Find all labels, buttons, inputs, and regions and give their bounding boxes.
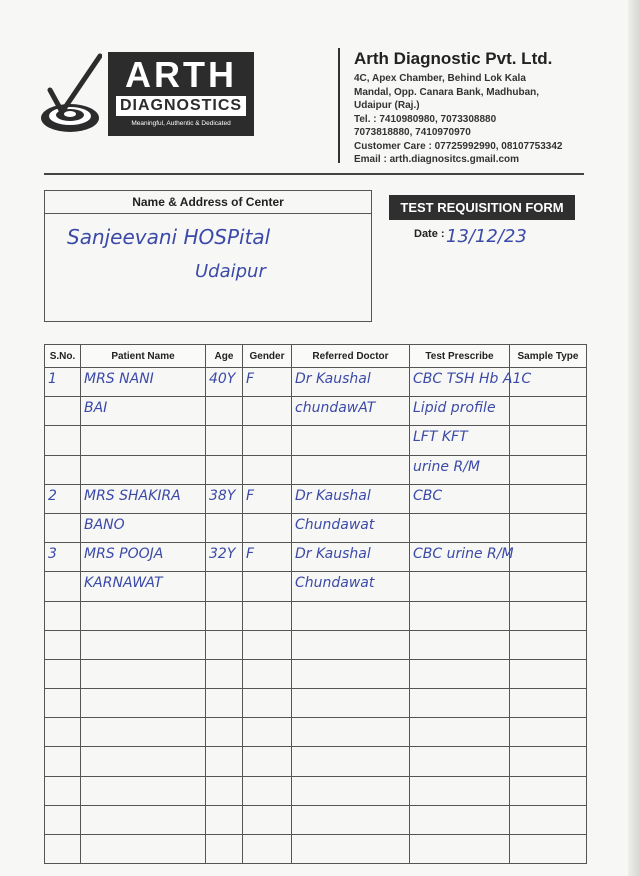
header-rule	[44, 173, 584, 175]
handwritten-entry: LFT KFT	[413, 429, 468, 446]
cell-gender	[243, 835, 292, 864]
logo-tagline: Meaningful, Authentic & Dedicated	[131, 120, 231, 127]
cell-patient-name	[81, 484, 206, 513]
cell-sno	[45, 513, 81, 542]
cell-patient-name	[81, 368, 206, 397]
cell-sample-type	[510, 689, 587, 718]
table-row	[45, 601, 587, 630]
cell-age	[206, 368, 243, 397]
handwritten-entry: BAI	[84, 400, 108, 417]
cell-gender	[243, 484, 292, 513]
cell-gender	[243, 718, 292, 747]
cell-gender	[243, 397, 292, 426]
cell-sno	[45, 572, 81, 601]
cell-sample-type	[510, 455, 587, 484]
cell-age	[206, 543, 243, 572]
cell-age	[206, 776, 243, 805]
table-row	[45, 397, 587, 426]
cell-referred-doctor	[292, 776, 410, 805]
cell-test-prescribe	[410, 368, 532, 397]
cell-age	[206, 805, 243, 834]
page-edge-shadow	[628, 0, 640, 876]
cell-sample-type	[510, 426, 587, 455]
target-check-icon	[40, 52, 102, 136]
arth-logo	[108, 52, 254, 136]
cell-sample-type	[510, 601, 587, 630]
cell-gender	[243, 368, 292, 397]
cell-patient-name	[81, 776, 206, 805]
handwritten-entry: 32Y	[209, 546, 236, 563]
cell-patient-name	[81, 543, 206, 572]
handwritten-entry: CBC urine R/M	[413, 546, 514, 563]
logo-word-arth: ARTH	[125, 54, 237, 95]
cell-sno	[45, 368, 81, 397]
cell-referred-doctor	[292, 572, 410, 601]
cell-referred-doctor	[292, 426, 410, 455]
cell-test-prescribe	[410, 543, 514, 572]
handwritten-entry: 38Y	[209, 487, 236, 504]
cell-sample-type	[510, 659, 587, 688]
center-box-header: Name & Address of Center	[45, 191, 371, 214]
cell-sno	[45, 835, 81, 864]
address-line: Udaipur (Raj.)	[354, 100, 420, 111]
handwritten-entry: MRS NANI	[84, 371, 154, 387]
cell-test-prescribe	[410, 776, 510, 805]
company-name: Arth Diagnostic Pvt. Ltd.	[354, 49, 553, 68]
cell-gender	[243, 776, 292, 805]
cell-sample-type	[510, 776, 587, 805]
cell-referred-doctor	[292, 659, 410, 688]
cell-sample-type	[510, 805, 587, 834]
cell-sno	[45, 805, 81, 834]
col-header-gender: Gender	[243, 345, 292, 368]
cell-referred-doctor	[292, 630, 410, 659]
cell-gender	[243, 805, 292, 834]
cell-test-prescribe	[410, 747, 510, 776]
handwritten-entry: F	[246, 546, 255, 563]
center-city-handwritten: Udaipur	[195, 261, 266, 282]
col-header-referred-doctor: Referred Doctor	[292, 345, 410, 368]
cell-patient-name	[81, 426, 206, 455]
cell-age	[206, 747, 243, 776]
cell-patient-name	[81, 572, 206, 601]
cell-sample-type	[510, 368, 587, 397]
cell-gender	[243, 572, 292, 601]
cell-patient-name	[81, 630, 206, 659]
cell-test-prescribe	[410, 835, 510, 864]
cell-referred-doctor	[292, 368, 410, 397]
table-row	[45, 630, 587, 659]
cell-gender	[243, 426, 292, 455]
handwritten-entry: F	[246, 487, 255, 504]
address-line: 4C, Apex Chamber, Behind Lok Kala	[354, 73, 526, 84]
cell-referred-doctor	[292, 689, 410, 718]
cell-sample-type	[510, 718, 587, 747]
cell-patient-name	[81, 835, 206, 864]
cell-age	[206, 718, 243, 747]
cell-gender	[243, 601, 292, 630]
cell-sno	[45, 776, 81, 805]
cell-test-prescribe	[410, 601, 510, 630]
customer-care-line: Customer Care : 07725992990, 08107753342	[354, 140, 563, 152]
table-row	[45, 572, 587, 601]
cell-sno	[45, 455, 81, 484]
cell-test-prescribe	[410, 718, 510, 747]
cell-test-prescribe	[410, 455, 510, 484]
handwritten-entry: 40Y	[209, 371, 236, 387]
cell-age	[206, 601, 243, 630]
cell-test-prescribe	[410, 659, 510, 688]
cell-sno	[45, 397, 81, 426]
header-divider	[338, 48, 340, 163]
handwritten-entry: chundawAT	[295, 400, 376, 417]
cell-gender	[243, 689, 292, 718]
cell-sno	[45, 484, 81, 513]
company-info	[354, 48, 614, 167]
cell-gender	[243, 630, 292, 659]
cell-age	[206, 455, 243, 484]
cell-patient-name	[81, 397, 206, 426]
handwritten-entry: 3	[48, 546, 57, 563]
col-header-patient-name: Patient Name	[81, 345, 206, 368]
cell-test-prescribe	[410, 689, 510, 718]
cell-test-prescribe	[410, 572, 510, 601]
patient-table	[44, 344, 587, 864]
email-line: Email : arth.diagnositcs.gmail.com	[354, 154, 520, 165]
cell-gender	[243, 659, 292, 688]
table-row	[45, 426, 587, 455]
table-row	[45, 776, 587, 805]
handwritten-entry: urine R/M	[413, 458, 480, 475]
cell-patient-name	[81, 455, 206, 484]
cell-sample-type	[510, 484, 587, 513]
cell-sample-type	[510, 835, 587, 864]
handwritten-entry: CBC TSH Hb A1C	[413, 371, 532, 387]
col-header-test-prescribe: Test Prescribe	[410, 345, 510, 368]
col-header-sample-type: Sample Type	[510, 345, 587, 368]
cell-test-prescribe	[410, 513, 510, 542]
handwritten-entry: CBC	[413, 487, 443, 504]
cell-sno	[45, 630, 81, 659]
cell-test-prescribe	[410, 484, 510, 513]
handwritten-entry: Chundawat	[295, 516, 375, 533]
handwritten-entry: F	[246, 371, 255, 387]
table-row	[45, 689, 587, 718]
cell-patient-name	[81, 601, 206, 630]
phone-line: 7073818880, 7410970970	[354, 127, 471, 138]
cell-gender	[243, 543, 292, 572]
cell-referred-doctor	[292, 718, 410, 747]
table-row	[45, 543, 587, 572]
cell-sample-type	[510, 747, 587, 776]
cell-patient-name	[81, 805, 206, 834]
cell-patient-name	[81, 513, 206, 542]
date-label: Date :	[414, 228, 445, 240]
cell-age	[206, 659, 243, 688]
cell-referred-doctor	[292, 513, 410, 542]
cell-sample-type	[510, 397, 587, 426]
cell-sample-type	[510, 543, 587, 572]
handwritten-entry: Dr Kaushal	[295, 371, 371, 387]
cell-age	[206, 484, 243, 513]
cell-patient-name	[81, 689, 206, 718]
cell-test-prescribe	[410, 397, 510, 426]
table-row	[45, 805, 587, 834]
table-header-row	[45, 345, 587, 368]
address-line: Mandal, Opp. Canara Bank, Madhuban,	[354, 86, 540, 98]
cell-patient-name	[81, 747, 206, 776]
handwritten-entry: Dr Kaushal	[295, 546, 371, 563]
cell-referred-doctor	[292, 455, 410, 484]
cell-sno	[45, 601, 81, 630]
cell-sno	[45, 747, 81, 776]
center-address-box	[44, 190, 372, 322]
handwritten-entry: MRS POOJA	[84, 546, 164, 563]
cell-sno	[45, 426, 81, 455]
cell-sno	[45, 689, 81, 718]
cell-referred-doctor	[292, 543, 410, 572]
cell-referred-doctor	[292, 397, 410, 426]
cell-patient-name	[81, 718, 206, 747]
cell-test-prescribe	[410, 426, 510, 455]
cell-age	[206, 397, 243, 426]
table-row	[45, 368, 587, 397]
handwritten-entry: 1	[48, 371, 57, 387]
cell-age	[206, 426, 243, 455]
table-row	[45, 513, 587, 542]
cell-age	[206, 513, 243, 542]
handwritten-entry: Lipid profile	[413, 400, 496, 417]
cell-referred-doctor	[292, 805, 410, 834]
col-header-age: Age	[206, 345, 243, 368]
table-row	[45, 835, 587, 864]
handwritten-entry: Chundawat	[295, 575, 375, 592]
logo-word-diagnostics: DIAGNOSTICS	[116, 96, 246, 116]
table-row	[45, 659, 587, 688]
cell-referred-doctor	[292, 835, 410, 864]
cell-sample-type	[510, 572, 587, 601]
handwritten-entry: KARNAWAT	[84, 575, 163, 592]
cell-sample-type	[510, 513, 587, 542]
phone-line: Tel. : 7410980980, 7073308880	[354, 113, 497, 125]
cell-gender	[243, 747, 292, 776]
date-value-handwritten: 13/12/23	[446, 226, 527, 247]
form-title: TEST REQUISITION FORM	[389, 195, 575, 220]
cell-gender	[243, 455, 292, 484]
table-body	[45, 368, 587, 864]
cell-sno	[45, 543, 81, 572]
handwritten-entry: MRS SHAKIRA	[84, 487, 181, 504]
cell-referred-doctor	[292, 601, 410, 630]
cell-referred-doctor	[292, 747, 410, 776]
cell-sample-type	[510, 630, 587, 659]
cell-age	[206, 630, 243, 659]
handwritten-entry: 2	[48, 487, 57, 504]
table-row	[45, 484, 587, 513]
cell-test-prescribe	[410, 805, 510, 834]
cell-test-prescribe	[410, 630, 510, 659]
cell-age	[206, 835, 243, 864]
table-row	[45, 718, 587, 747]
table-row	[45, 747, 587, 776]
cell-sno	[45, 659, 81, 688]
cell-patient-name	[81, 659, 206, 688]
handwritten-entry: BANO	[84, 516, 125, 533]
cell-gender	[243, 513, 292, 542]
cell-sno	[45, 718, 81, 747]
col-header-sno: S.No.	[45, 345, 81, 368]
center-name-handwritten: Sanjeevani HOSPital	[67, 225, 271, 249]
cell-age	[206, 689, 243, 718]
table-row	[45, 455, 587, 484]
handwritten-entry: Dr Kaushal	[295, 487, 371, 504]
cell-referred-doctor	[292, 484, 410, 513]
cell-age	[206, 572, 243, 601]
